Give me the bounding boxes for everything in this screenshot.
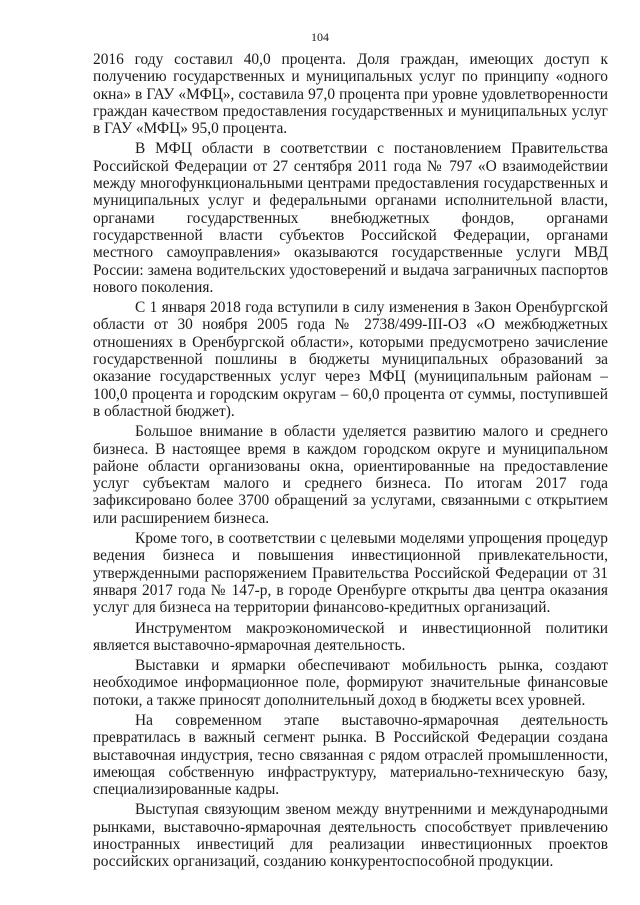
paragraph: Кроме того, в соответствии с целевыми моделями упрощения процедур ведения бизнеса и повышения инвестиционной привлекательности, утвержденными распоряжением Правительства Российской Федерации от 31 января 2017 года № 147-р, в городе Оренбурге открыты два центра оказания услуг для бизнеса на территории финансово-кредитных организаций. xyxy=(93,530,608,617)
paragraph: На современном этапе выставочно-ярмарочная деятельность превратилась в важный сегмент рынка. В Российской Федерации создана выставочная индустрия, тесно связанная с рядом отраслей промышленности, имеющая собственную инфраструктуру, материально-техническую базу, специализированные кадры. xyxy=(93,711,608,799)
page-number: 104 xyxy=(311,30,329,44)
paragraph: Инструментом макроэкономической и инвестиционной политики является выставочно-ярмарочная деятельность. xyxy=(93,619,608,654)
paragraph: 2016 году составил 40,0 процента. Доля граждан, имеющих доступ к получению государственных и муниципальных услуг по принципу «одного окна» в ГАУ «МФЦ», составила 97,0 процента при уровне удовлетворенности граждан качеством предоставления государственных и муниципальных услуг в ГАУ «МФЦ» 95,0 процента. xyxy=(93,51,608,138)
paragraph: В МФЦ области в соответствии с постановлением Правительства Российской Федерации от 27 сентября 2011 года № 797 «О взаимодействии между многофункциональными центрами предоставления государственных и муниципальных услуг и федеральными органами исполнительной власти, органами государственных внебюджетных фондов, органами государственной власти субъектов Российской Федерации, органами местного самоуправления» оказываются государственные услуги МВД России: замена водительских удостоверений и выдача заграничных паспортов нового поколения. xyxy=(93,140,608,296)
paragraph: Выставки и ярмарки обеспечивают мобильность рынка, создают необходимое информационное поле, формируют значительные финансовые потоки, а также приносят дополнительный доход в бюджеты всех уровней. xyxy=(93,657,608,709)
paragraph: Большое внимание в области уделяется развитию малого и среднего бизнеса. В настоящее время в каждом городском округе и муниципальном районе области организованы окна, ориентированные на предоставление услуг субъектам малого и среднего бизнеса. По итогам 2017 года зафиксировано более 3700 обращений за услугами, связанными с открытием или расширением бизнеса. xyxy=(93,423,608,527)
paragraph: Выступая связующим звеном между внутренними и международными рынками, выставочно-ярмарочная деятельность способствует привлечению иностранных инвестиций для реализации инвестиционных проектов российских организаций, созданию конкурентоспособной продукции. xyxy=(93,801,608,871)
body-text xyxy=(93,51,608,871)
paragraph: С 1 января 2018 года вступили в силу изменения в Закон Оренбургской области от 30 ноября 2005 года № 2738/499-III-ОЗ «О межбюджетных отношениях в Оренбургской области», которыми предусмотрено зачисление государственной пошлины в бюджеты муниципальных образований за оказание государственных услуг через МФЦ (муниципальным районам – 100,0 процента и городским округам – 60,0 процента от суммы, поступившей в областной бюджет). xyxy=(93,299,608,420)
